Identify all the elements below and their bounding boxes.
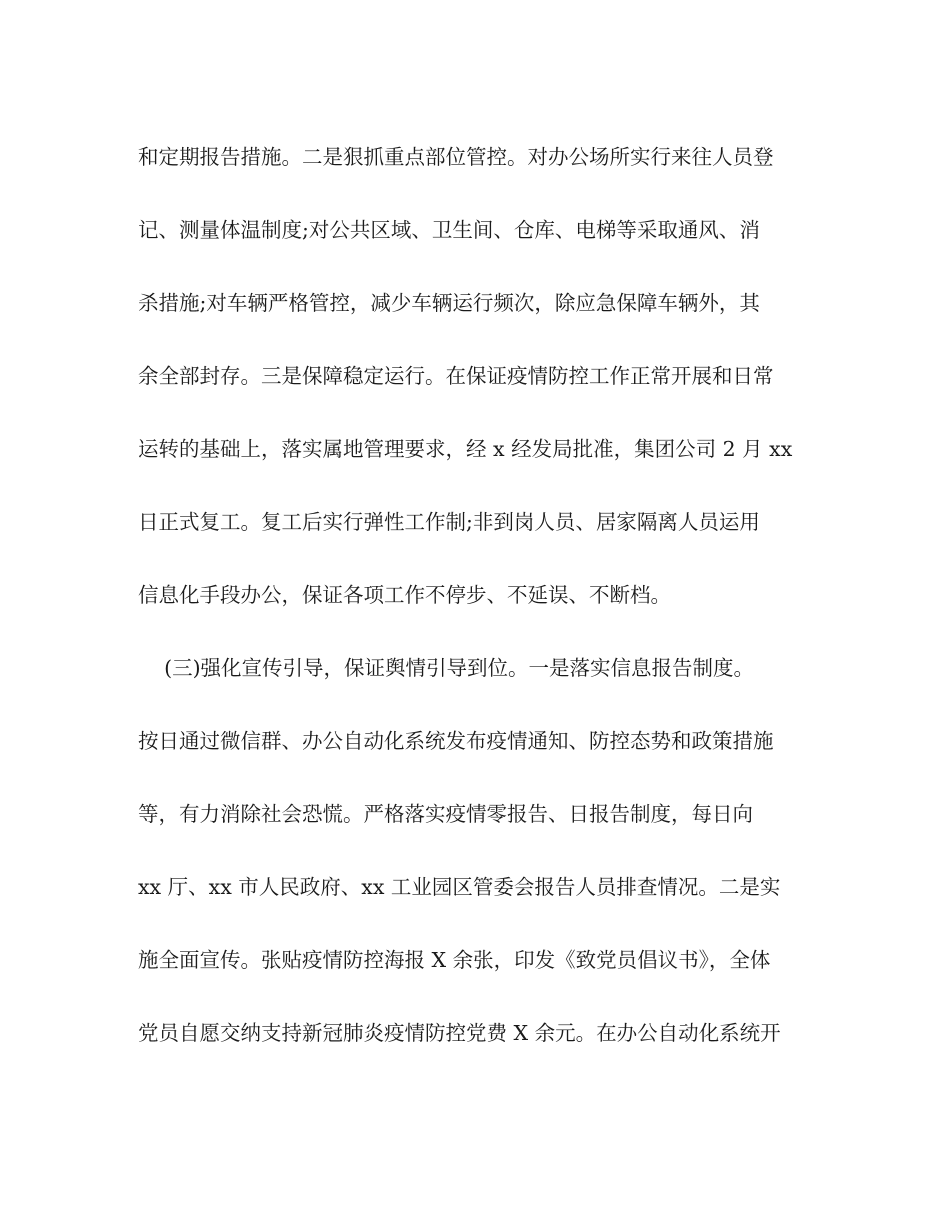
paragraph-heading-line: (三)强化宣传引导，保证舆情引导到位。一是落实信息报告制度。	[138, 656, 755, 680]
text-line: 运转的基础上，落实属地管理要求，经 x 经发局批准，集团公司 2 月 xx	[138, 437, 793, 461]
text-line: 党员自愿交纳支持新冠肺炎疫情防控党费 X 余元。在办公自动化系统开	[138, 1021, 781, 1045]
text-line: 日正式复工。复工后实行弹性工作制;非到岗人员、居家隔离人员运用	[138, 510, 760, 534]
text-line: 记、测量体温制度;对公共区域、卫生间、仓库、电梯等采取通风、消	[138, 218, 760, 242]
text-line: 施全面宣传。张贴疫情防控海报 X 余张，印发《致党员倡议书》，全体	[138, 948, 771, 972]
text-line: 杀措施;对车辆严格管控，减少车辆运行频次，除应急保障车辆外，其	[138, 291, 760, 315]
text-line: 和定期报告措施。二是狠抓重点部位管控。对办公场所实行来往人员登	[138, 145, 774, 169]
text-line: 等，有力消除社会恐慌。严格落实疫情零报告、日报告制度，每日向	[138, 802, 753, 826]
text-line: 余全部封存。三是保障稳定运行。在保证疫情防控工作正常开展和日常	[138, 364, 774, 388]
text-line: 按日通过微信群、办公自动化系统发布疫情通知、防控态势和政策措施	[138, 729, 774, 753]
text-line: 信息化手段办公，保证各项工作不停步、不延误、不断档。	[138, 583, 671, 607]
text-line: xx 厅、xx 市人民政府、xx 工业园区管委会报告人员排查情况。二是实	[138, 875, 781, 899]
